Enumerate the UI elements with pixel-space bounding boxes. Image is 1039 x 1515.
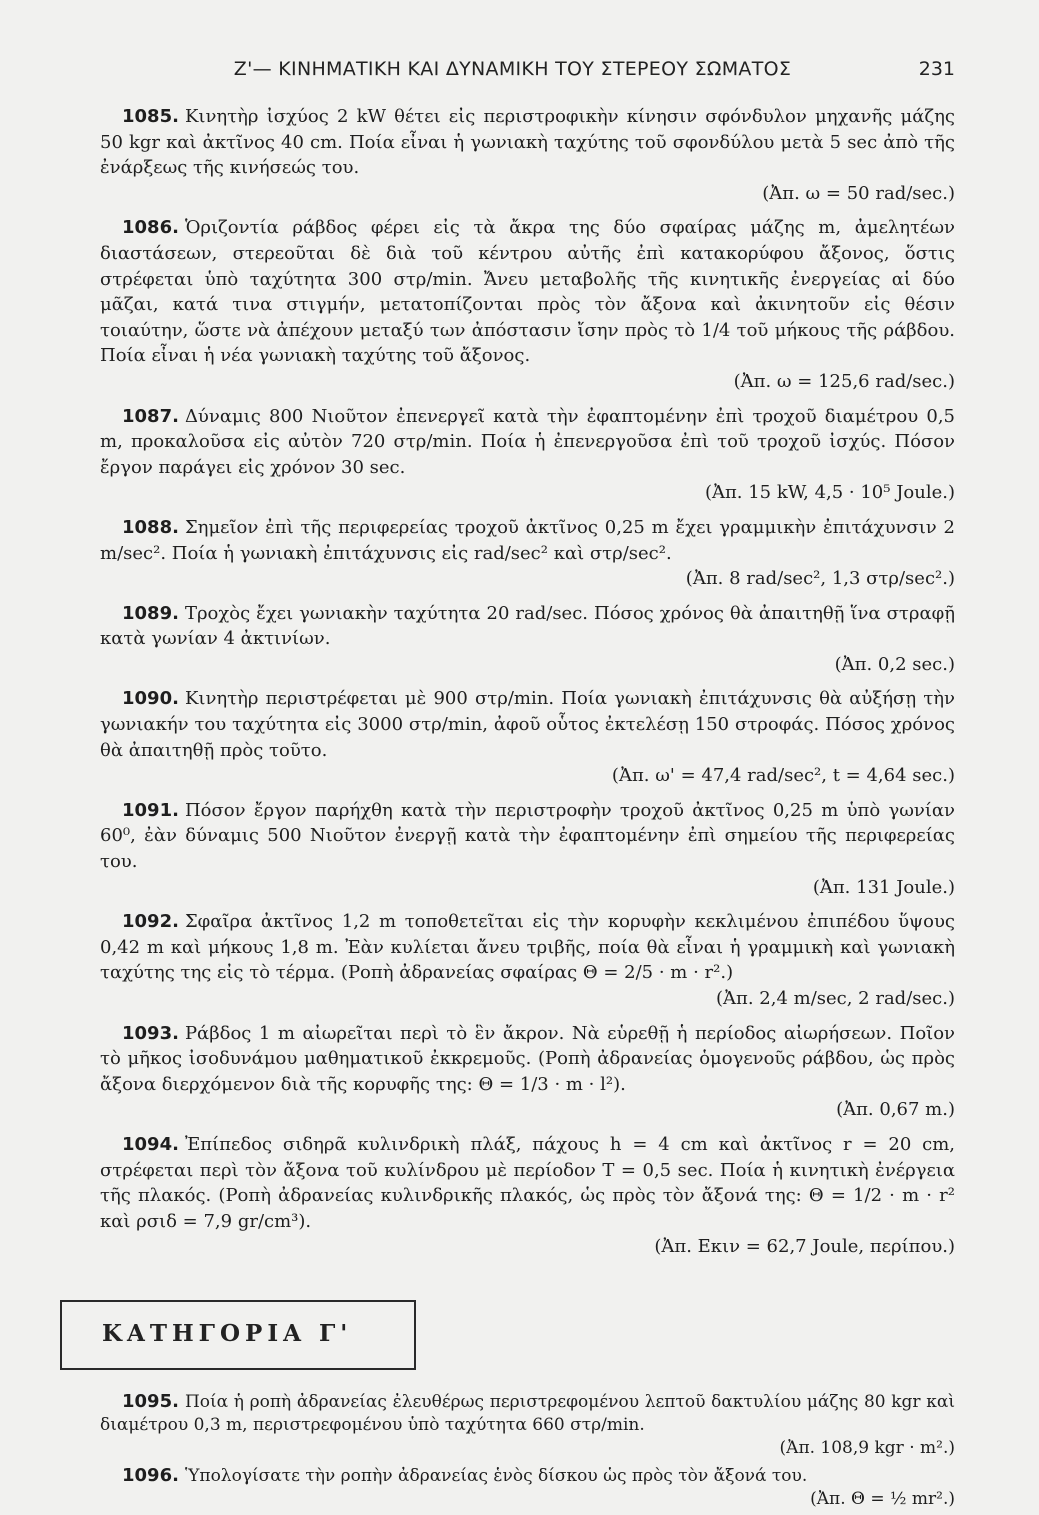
problem-1086: [100, 215, 955, 394]
problem-number: 1093.: [122, 1022, 179, 1044]
category-title: ΚΑΤΗΓΟΡΙΑ Γ': [102, 1320, 353, 1347]
problem-1092: [100, 909, 955, 1011]
problem-number: 1092.: [122, 911, 179, 933]
problem-answer: (Ἀπ. 108,9 kgr · m².): [779, 1438, 955, 1458]
problem-1095: [100, 1390, 955, 1460]
problem-text: Ποία ἡ ροπὴ ἀδρανείας ἐλευθέρως περιστρεφομένου λεπτοῦ δακτυλίου μάζης 80 kgr καὶ διαμέτρου 0,3 m, περιστρεφομένου ὑπὸ ταχύτητα 660 στρ/min.: [100, 1392, 955, 1435]
problem-text: Κινητὴρ περιστρέφεται μὲ 900 στρ/min. Ποία γωνιακὴ ἐπιτάχυνσις θὰ αὐξήσῃ τὴν γωνιακήν του ταχύτητα εἰς 3000 στρ/min, ἀφοῦ οὗτος ἐκτελέσῃ 150 στροφάς. Πόσος χρόνος θὰ ἀπαιτηθῇ πρὸς τοῦτο.: [100, 688, 955, 761]
problem-text: Σημεῖον ἐπὶ τῆς περιφερείας τροχοῦ ἀκτῖνος 0,25 m ἔχει γραμμικὴν ἐπιτάχυνσιν 2 m/sec². Ποία ἡ γωνιακὴ ἐπιτάχυνσις εἰς rad/sec² καὶ στρ/sec².: [100, 516, 955, 564]
problem-answer: (Ἀπ. ω = 125,6 rad/sec.): [733, 370, 955, 392]
problem-number: 1089.: [122, 602, 179, 624]
problem-number: 1090.: [122, 688, 179, 710]
problem-1088: [100, 515, 955, 592]
problem-text: Ἐπίπεδος σιδηρᾶ κυλινδρικὴ πλάξ, πάχους h = 4 cm καὶ ἀκτῖνος r = 20 cm, στρέφεται περὶ τὸν ἄξονα τοῦ κυλίνδρου μὲ περίοδον T = 0,5 sec. Ποία ἡ κινητικὴ ἐνέργεια τῆς πλακός. (Ροπὴ ἀδρανείας κυλινδρικῆς πλακός, ὡς πρὸς τὸν ἄξονά της: Θ = 1/2 · m · r² καὶ ρσιδ = 7,9 gr/cm³).: [100, 1133, 955, 1232]
problem-answer: (Ἀπ. 0,67 m.): [836, 1099, 955, 1121]
problem-text: Κινητὴρ ἰσχύος 2 kW θέτει εἰς περιστροφικὴν κίνησιν σφόνδυλον μηχανῆς μάζης 50 kgr καὶ ἀκτῖνος 40 cm. Ποία εἶναι ἡ γωνιακὴ ταχύτης τοῦ σφονδύλου μετὰ 5 sec ἀπὸ τῆς ἐνάρξεως τῆς κινήσεώς του.: [100, 106, 955, 179]
problem-answer: (Ἀπ. Θ = ½ mr².): [810, 1489, 955, 1509]
problem-1096: [100, 1464, 955, 1511]
problem-1093: [100, 1021, 955, 1123]
problem-answer: (Ἀπ. 15 kW, 4,5 · 10⁵ Joule.): [704, 482, 955, 504]
problem-text: Τροχὸς ἔχει γωνιακὴν ταχύτητα 20 rad/sec. Πόσος χρόνος θὰ ἀπαιτηθῇ ἵνα στραφῇ κατὰ γωνίαν 4 ἀκτινίων.: [100, 602, 955, 650]
problem-1090: [100, 686, 955, 788]
page-number: 231: [918, 58, 955, 80]
problem-1091: [100, 798, 955, 900]
problem-number: 1096.: [122, 1465, 179, 1486]
problem-number: 1085.: [122, 106, 179, 127]
problem-text: Πόσον ἔργον παρήχθη κατὰ τὴν περιστροφὴν τροχοῦ ἀκτῖνος 0,25 m ὑπὸ γωνίαν 60⁰, ἐὰν δύναμις 500 Νιοῦτον ἐνεργῇ κατὰ τὴν ἐφαπτομένην ἐπὶ σημείου τῆς περιφερείας του.: [100, 799, 955, 873]
problem-answer: (Ἀπ. ω' = 47,4 rad/sec², t = 4,64 sec.): [611, 765, 955, 787]
problem-number: 1094.: [122, 1133, 179, 1155]
problem-answer: (Ἀπ. 2,4 m/sec, 2 rad/sec.): [715, 988, 955, 1009]
page-header: [60, 58, 965, 88]
problem-1087: [100, 404, 955, 506]
problem-text: Δύναμις 800 Νιοῦτον ἐπενεργεῖ κατὰ τὴν ἐφαπτομένην ἐπὶ τροχοῦ διαμέτρου 0,5 m, προκαλοῦσα εἰς αὐτὸν 720 στρ/min. Ποία ἡ ἐπενεργοῦσα ἐπὶ τοῦ τροχοῦ ἰσχύς. Πόσον ἔργον παράγει εἰς χρόνον 30 sec.: [100, 405, 955, 478]
problem-text: Σφαῖρα ἀκτῖνος 1,2 m τοποθετεῖται εἰς τὴν κορυφὴν κεκλιμένου ἐπιπέδου ὕψους 0,42 m καὶ μήκους 1,8 m. Ἐὰν κυλίεται ἄνευ τριβῆς, ποία θὰ εἶναι ἡ γραμμικὴ καὶ γωνιακὴ ταχύτης της εἰς τὸ τέρμα. (Ροπὴ ἀδρανείας σφαίρας Θ = 2/5 · m · r².): [100, 911, 955, 984]
category-c-section: [0, 1290, 1039, 1509]
chapter-title: Ζ'— ΚΙΝΗΜΑΤΙΚΗ ΚΑΙ ΔΥΝΑΜΙΚΗ ΤΟΥ ΣΤΕΡΕΟΥ ΣΩΜΑΤΟΣ: [233, 58, 792, 80]
problem-1094: [100, 1132, 955, 1260]
category-heading-box: [60, 1300, 416, 1370]
problem-text: Ράβδος 1 m αἰωρεῖται περὶ τὸ ἓν ἄκρον. Νὰ εὑρεθῇ ἡ περίοδος αἰωρήσεων. Ποῖον τὸ μῆκος ἰσοδυνάμου μαθηματικοῦ ἐκκρεμοῦς. (Ροπὴ ἀδρανείας ὁμογενοῦς ράβδου, ὡς πρὸς ἄξονα διερχόμενον διὰ τῆς κορυφῆς της: Θ = 1/3 · m · l²).: [100, 1022, 955, 1095]
problem-answer: (Ἀπ. ω = 50 rad/sec.): [762, 182, 955, 204]
problem-number: 1087.: [122, 405, 179, 427]
problem-answer: (Ἀπ. 131 Joule.): [812, 876, 955, 898]
problem-1089: [100, 601, 955, 678]
problem-answer: (Ἀπ. 0,2 sec.): [834, 653, 955, 675]
problem-text: Ὁριζοντία ράβδος φέρει εἰς τὰ ἄκρα της δύο σφαίρας μάζης m, ἀμελητέων διαστάσεων, στερεοῦται δὲ διὰ τοῦ κέντρου αὐτῆς ἐπὶ κατακορύφου ἄξονος, ὅστις στρέφεται ὑπὸ ταχύτητα 300 στρ/min. Ἄνευ μεταβολῆς τῆς κινητικῆς ἐνεργείας αἱ δύο μᾶζαι, κατά τινα στιγμήν, μετατοπίζονται πρὸς τὸν ἄξονα καὶ ἀκινητοῦν εἰς θέσιν τοιαύτην, ὥστε νὰ ἀπέχουν μεταξύ των ἀπόστασιν ἴσην πρὸς τὸ 1/4 τοῦ μήκους τῆς ράβδου. Ποία εἶναι ἡ νέα γωνιακὴ ταχύτης τοῦ ἄξονος.: [100, 217, 955, 367]
problem-answer: (Ἀπ. 8 rad/sec², 1,3 στρ/sec².): [685, 568, 955, 590]
problem-number: 1088.: [122, 516, 179, 538]
problem-number: 1091.: [122, 799, 179, 821]
category-problems: [100, 1390, 955, 1515]
problem-answer: (Ἀπ. Eκιν = 62,7 Joule, περίπου.): [654, 1236, 955, 1258]
problems-section: [100, 104, 955, 1269]
problem-text: Ὑπολογίσατε τὴν ροπὴν ἀδρανείας ἑνὸς δίσκου ὡς πρὸς τὸν ἄξονά του.: [184, 1466, 808, 1486]
problem-number: 1095.: [122, 1391, 179, 1412]
problem-number: 1086.: [122, 217, 179, 239]
problem-1085: [100, 104, 955, 206]
